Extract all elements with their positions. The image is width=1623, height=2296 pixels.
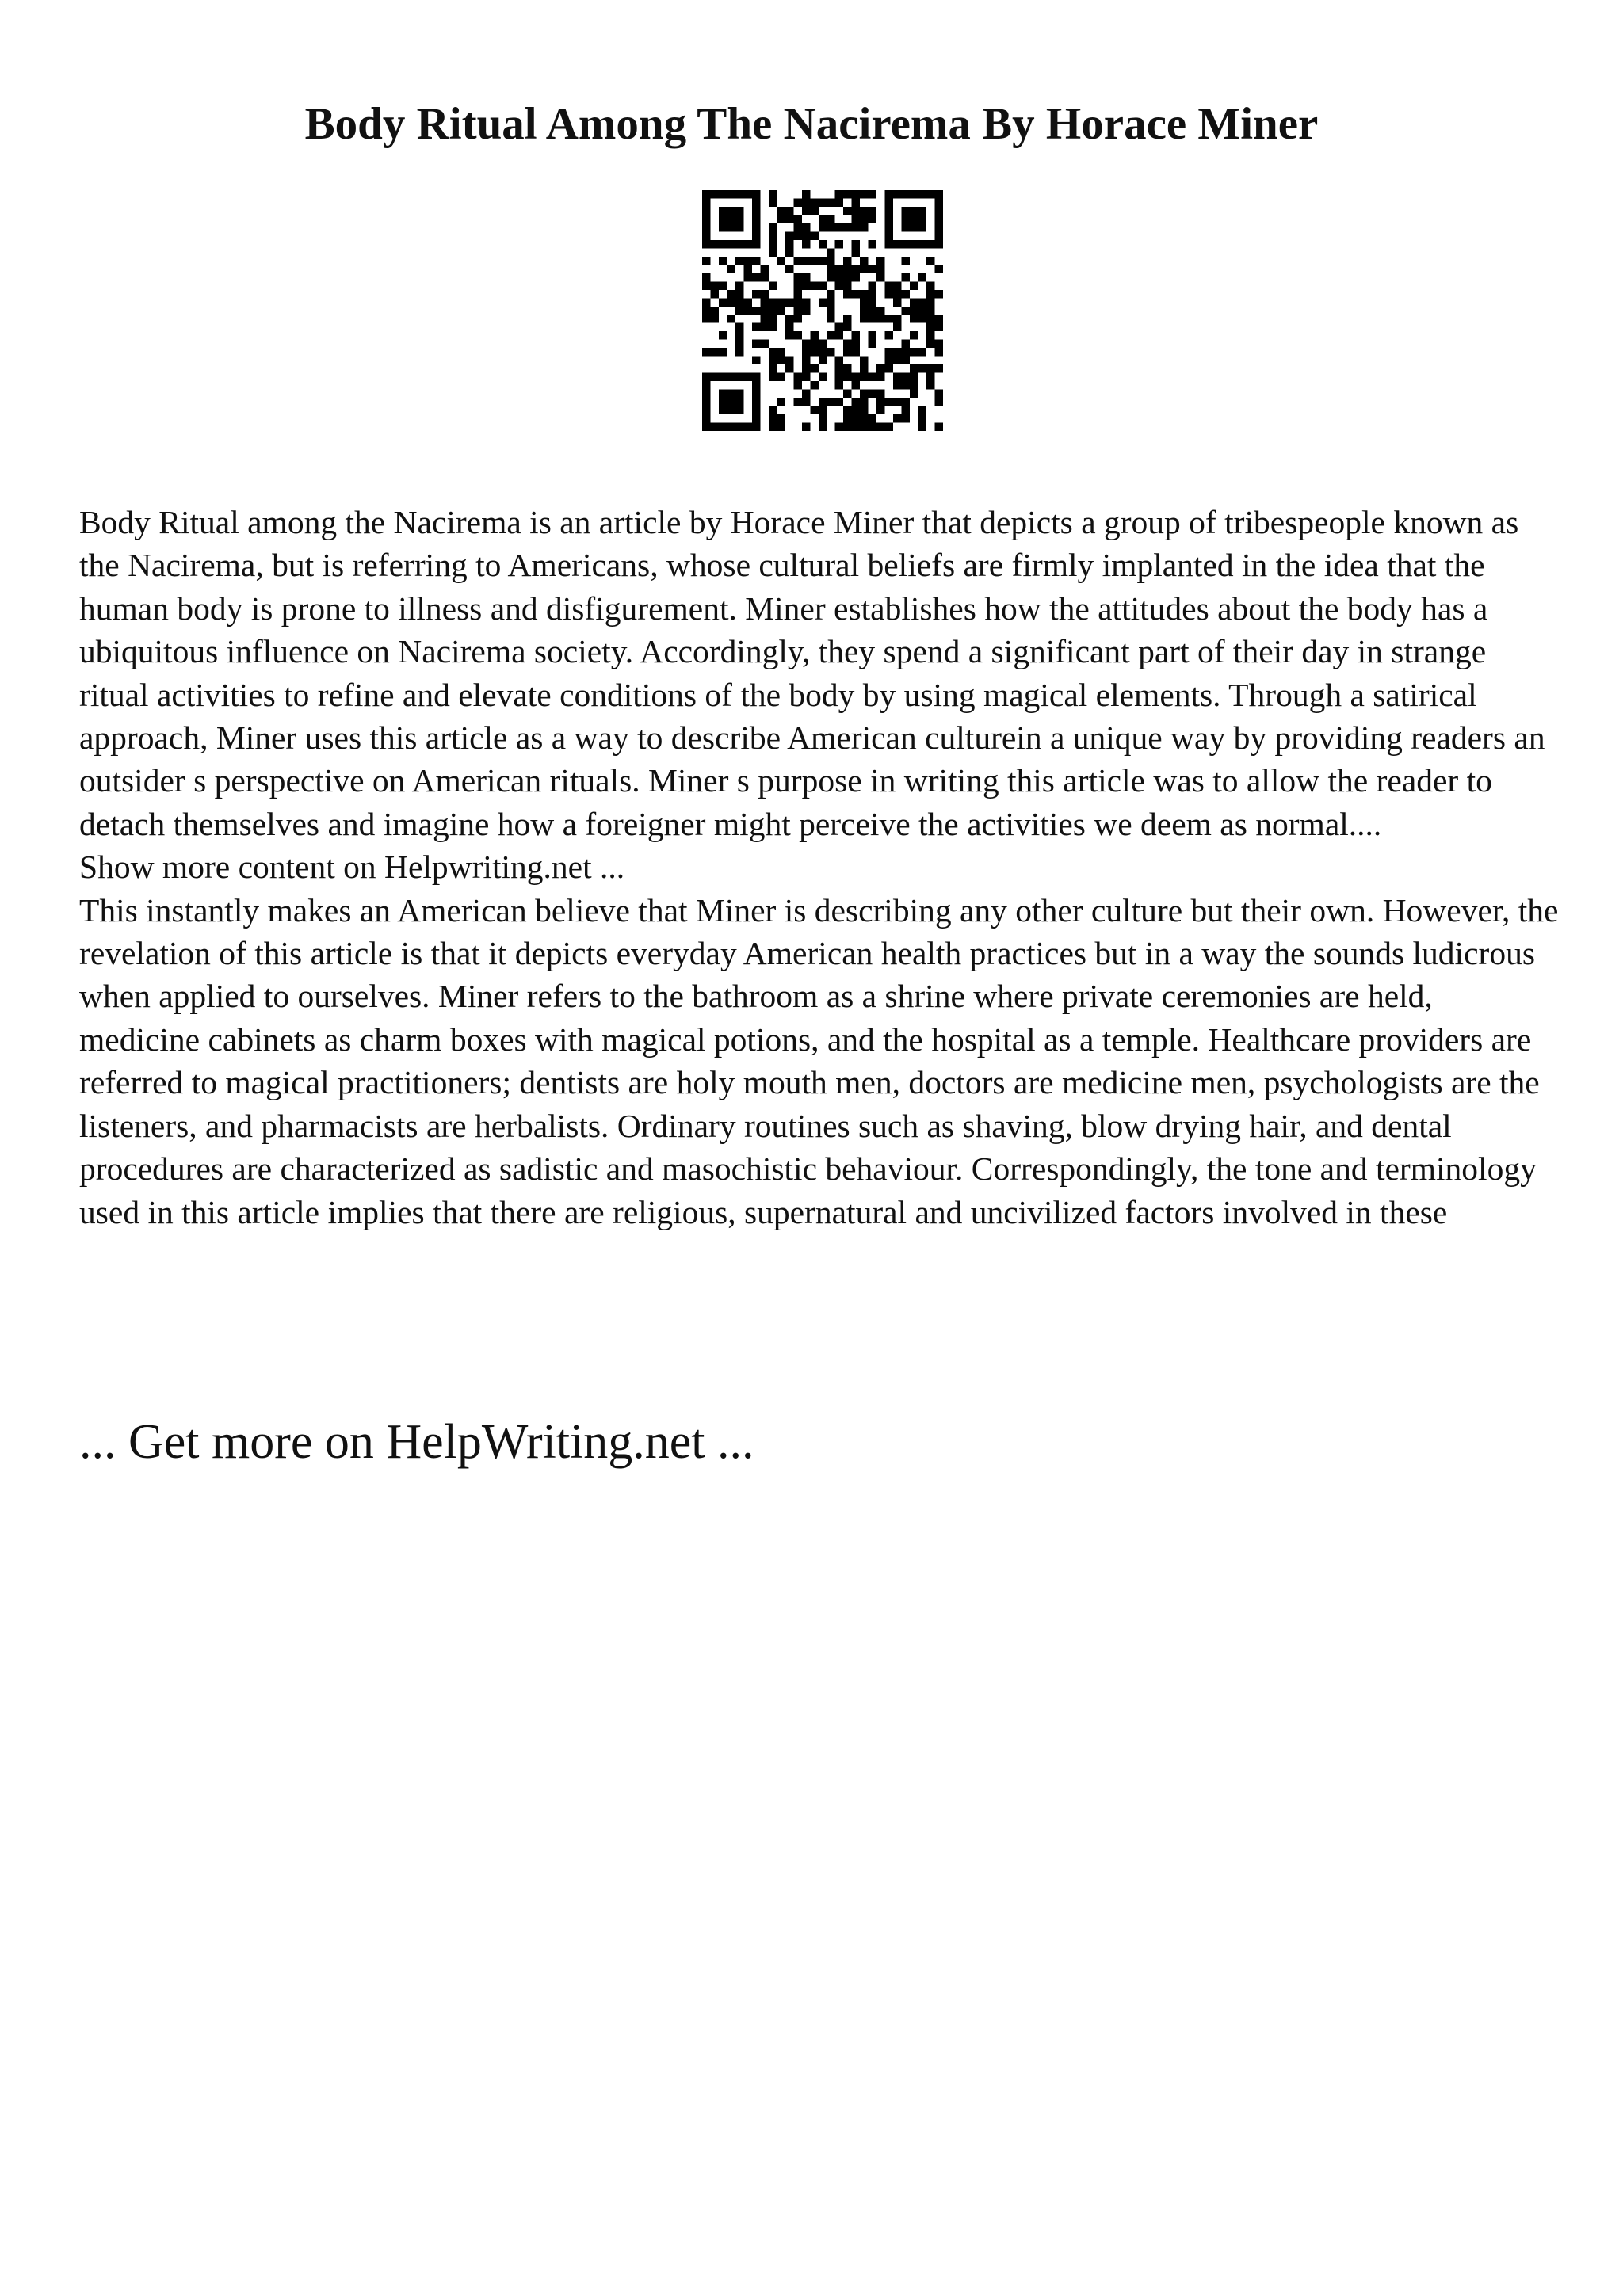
article-body <box>79 501 1561 1234</box>
get-more-link[interactable]: ... Get more on HelpWriting.net ... <box>79 1415 754 1469</box>
paragraph-second: This instantly makes an American believe that Miner is describing any other culture but their own. However, the revelation of this article is that it depicts everyday American health practices but in a way the sounds ludicrous when applied to ourselves. Miner refers to the bathroom as a shrine where private ceremonies are held, medicine cabinets as charm boxes with magical potions, and the hospital as a temple. Healthcare providers are referred to magical practitioners; dentists are holy mouth men, doctors are medicine men, psychologists are the listeners, and pharmacists are herbalists. Ordinary routines such as shaving, blow drying hair, and dental procedures are characterized as sadistic and masochistic behaviour. Correspondingly, the tone and terminology used in this article implies that there are religious, supernatural and uncivilized factors involved in these <box>79 891 1559 1230</box>
qr-code-icon <box>702 190 943 431</box>
document-title: Body Ritual Among The Nacirema By Horace Miner <box>304 99 1319 149</box>
show-more-link[interactable]: Show more content on Helpwriting.net ... <box>79 849 625 886</box>
paragraph-intro: Body Ritual among the Nacirema is an article by Horace Miner that depicts a group of tribespeople known as the Nacirema, but is referring to Americans, whose cultural beliefs are firmly implanted in the idea that the human body is prone to illness and disfigurement. Miner establishes how the attitudes about the body has a ubiquitous influence on Nacirema society. Accordingly, they spend a significant part of their day in strange ritual activities to refine and elevate conditions of the body by using magical elements. Through a satirical approach, Miner uses this article as a way to describe American culturein a unique way by providing readers an outsider s perspective on American rituals. Miner s purpose in writing this article was to allow the reader to detach themselves and imagine how a foreigner might perceive the activities we deem as normal.... <box>79 504 1545 842</box>
